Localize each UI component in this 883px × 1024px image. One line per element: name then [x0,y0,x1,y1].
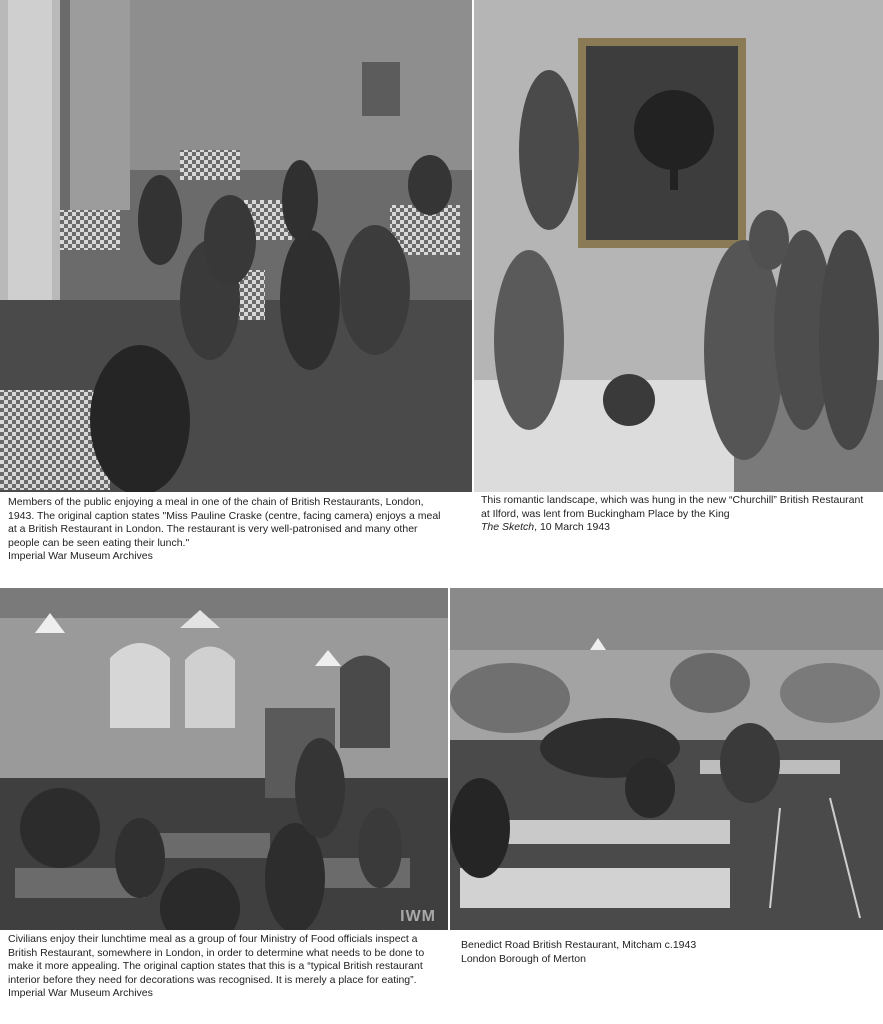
caption-line: British Restaurant, somewhere in London, in order to determine what needs to be done to [8,946,425,959]
caption-plain-interior [8,933,448,1001]
caption-credit: Imperial War Museum Archives [8,987,153,999]
caption-source: The Sketch [481,521,535,533]
caption-line: at a British Restaurant in London. The restaurant is very well-patronised and many other [8,523,418,535]
caption-line: Civilians enjoy their lunchtime meal as a group of four Ministry of Food officials inspect a [8,933,418,945]
photo-plain-interior [0,588,448,930]
watermark: IWM [400,908,436,925]
caption-line: make it more appealing. The original caption states that this is a “typical British restaurant [8,960,423,972]
caption-line: Members of the public enjoying a meal in one of the chain of British Restaurants, London, [8,496,424,508]
photo-mural-restaurant [450,588,883,930]
caption-line: interior before they need for decorations was recognised. It is merely a place for eating”. [8,973,417,986]
caption-line: This romantic landscape, which was hung in the new “Churchill” British Restaurant [481,494,864,506]
caption-line: Benedict Road British Restaurant, Mitcham c.1943 [461,939,697,951]
caption-line: 1943. The original caption states "Miss Pauline Craske (centre, facing camera) enjoys a meal [8,509,441,522]
caption-source-line [481,521,881,535]
caption-credit: London Borough of Merton [461,952,586,965]
caption-painting-hanging [481,494,881,535]
caption-credit: Imperial War Museum Archives [8,550,153,562]
photo-painting-hanging [474,0,883,492]
caption-line: at Ilford, was lent from Buckingham Place by the King [481,507,730,520]
caption-date: , 10 March 1943 [534,521,611,533]
caption-restaurant-diners [8,496,470,564]
photo-restaurant-diners [0,0,472,492]
caption-line: people can be seen eating their lunch." [8,536,190,549]
caption-mural-restaurant [461,939,881,966]
